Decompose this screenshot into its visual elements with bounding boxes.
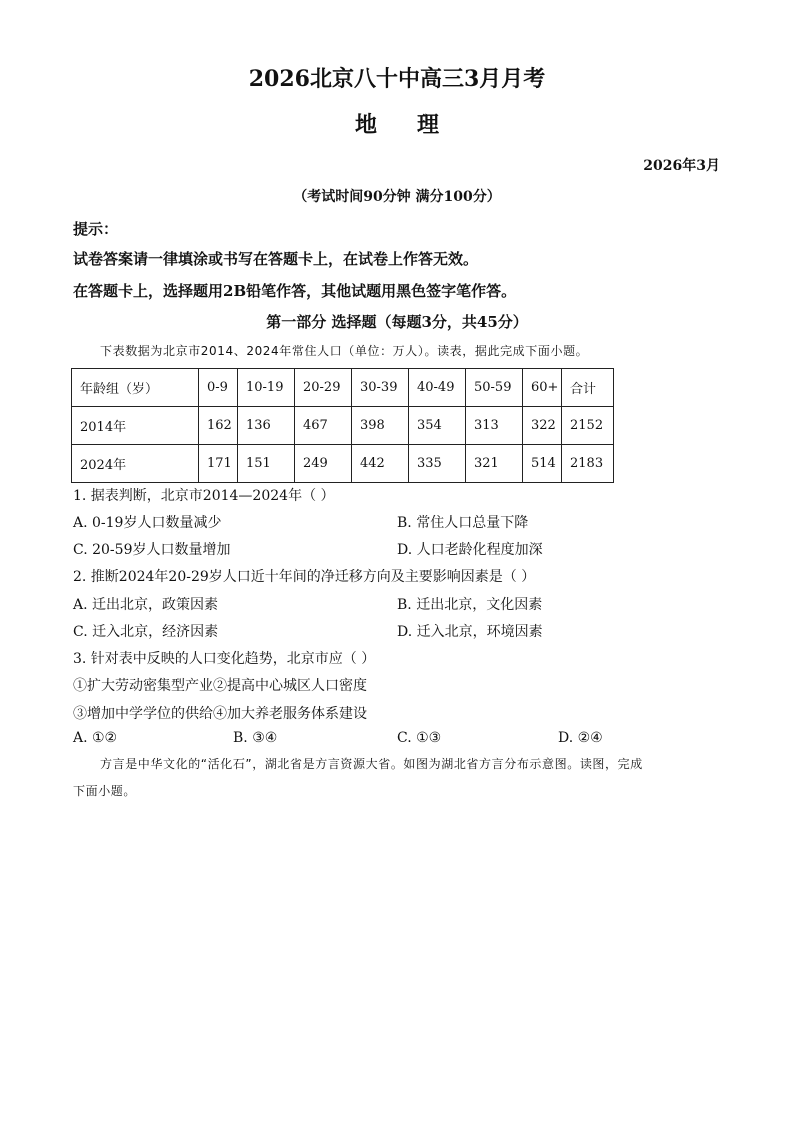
question-1-option-c[interactable]: C. 20-59岁人口数量增加 — [73, 542, 231, 558]
question-2-option-c[interactable]: C. 迁入北京，经济因素 — [73, 624, 219, 640]
table-cell: 354 — [409, 407, 466, 445]
table-row — [72, 407, 614, 445]
table-intro: 下表数据为北京市2014、2024年常住人口（单位：万人）。读表，据此完成下面小题。 — [100, 344, 589, 358]
question-3-stem: 3. 针对表中反映的人口变化趋势，北京市应（ ） — [73, 651, 376, 667]
table-cell: 467 — [295, 407, 352, 445]
passage-line-1: 方言是中华文化的“活化石”，湖北省是方言资源大省。如图为湖北省方言分布示意图。读图，完成 — [100, 757, 643, 771]
question-3-option-c[interactable]: C. ①③ — [397, 730, 442, 746]
table-header-cell: 30-39 — [352, 369, 409, 407]
passage-line-2: 下面小题。 — [73, 784, 137, 798]
table-cell: 398 — [352, 407, 409, 445]
table-cell: 162 — [199, 407, 238, 445]
question-1-option-d[interactable]: D. 人口老龄化程度加深 — [397, 542, 543, 558]
question-3-items-line-1: ①扩大劳动密集型产业②提高中心城区人口密度 — [73, 678, 367, 694]
table-cell: 171 — [199, 445, 238, 483]
table-cell: 322 — [523, 407, 562, 445]
table-cell: 2024年 — [72, 445, 199, 483]
table-cell: 249 — [295, 445, 352, 483]
table-cell: 514 — [523, 445, 562, 483]
table-cell: 442 — [352, 445, 409, 483]
table-header-cell: 40-49 — [409, 369, 466, 407]
hint-line-2: 在答题卡上，选择题用2B铅笔作答，其他试题用黑色签字笔作答。 — [73, 282, 517, 300]
hint-label: 提示： — [73, 220, 119, 238]
question-1-stem: 1. 据表判断，北京市2014—2024年（ ） — [73, 488, 335, 504]
table-cell: 2183 — [562, 445, 614, 483]
table-row — [72, 445, 614, 483]
question-3-items-line-2: ③增加中学学位的供给④加大养老服务体系建设 — [73, 706, 367, 722]
table-header-cell: 年龄组（岁） — [72, 369, 199, 407]
table-cell: 136 — [238, 407, 295, 445]
table-cell: 335 — [409, 445, 466, 483]
question-1-option-a[interactable]: A. 0-19岁人口数量减少 — [73, 515, 222, 531]
table-header-cell: 0-9 — [199, 369, 238, 407]
subject-title: 地理 — [354, 112, 479, 138]
table-header-cell: 60+ — [523, 369, 562, 407]
table-cell: 321 — [466, 445, 523, 483]
question-2-option-b[interactable]: B. 迁出北京，文化因素 — [397, 597, 543, 613]
section-title: 第一部分 选择题（每题3分，共45分） — [266, 313, 528, 331]
table-cell: 151 — [238, 445, 295, 483]
table-header-cell: 合计 — [562, 369, 614, 407]
population-table — [71, 368, 614, 483]
question-3-option-b[interactable]: B. ③④ — [233, 730, 278, 746]
table-header-cell: 50-59 — [466, 369, 523, 407]
exam-date: 2026年3月 — [643, 158, 720, 174]
question-1-option-b[interactable]: B. 常住人口总量下降 — [397, 515, 529, 531]
question-2-option-d[interactable]: D. 迁入北京，环境因素 — [397, 624, 543, 640]
table-cell: 2014年 — [72, 407, 199, 445]
exam-info: （考试时间90分钟 满分100分） — [293, 189, 501, 205]
table-header-row — [72, 369, 614, 407]
question-3-option-a[interactable]: A. ①② — [73, 730, 118, 746]
question-2-stem: 2. 推断2024年20-29岁人口近十年间的净迁移方向及主要影响因素是（ ） — [73, 569, 536, 585]
table-header-cell: 10-19 — [238, 369, 295, 407]
question-2-option-a[interactable]: A. 迁出北京，政策因素 — [73, 597, 219, 613]
table-header-cell: 20-29 — [295, 369, 352, 407]
table-cell: 2152 — [562, 407, 614, 445]
question-3-option-d[interactable]: D. ②④ — [558, 730, 603, 746]
hint-line-1: 试卷答案请一律填涂或书写在答题卡上，在试卷上作答无效。 — [73, 250, 479, 268]
exam-title: 2026北京八十中高三3月月考 — [248, 66, 546, 92]
table-cell: 313 — [466, 407, 523, 445]
